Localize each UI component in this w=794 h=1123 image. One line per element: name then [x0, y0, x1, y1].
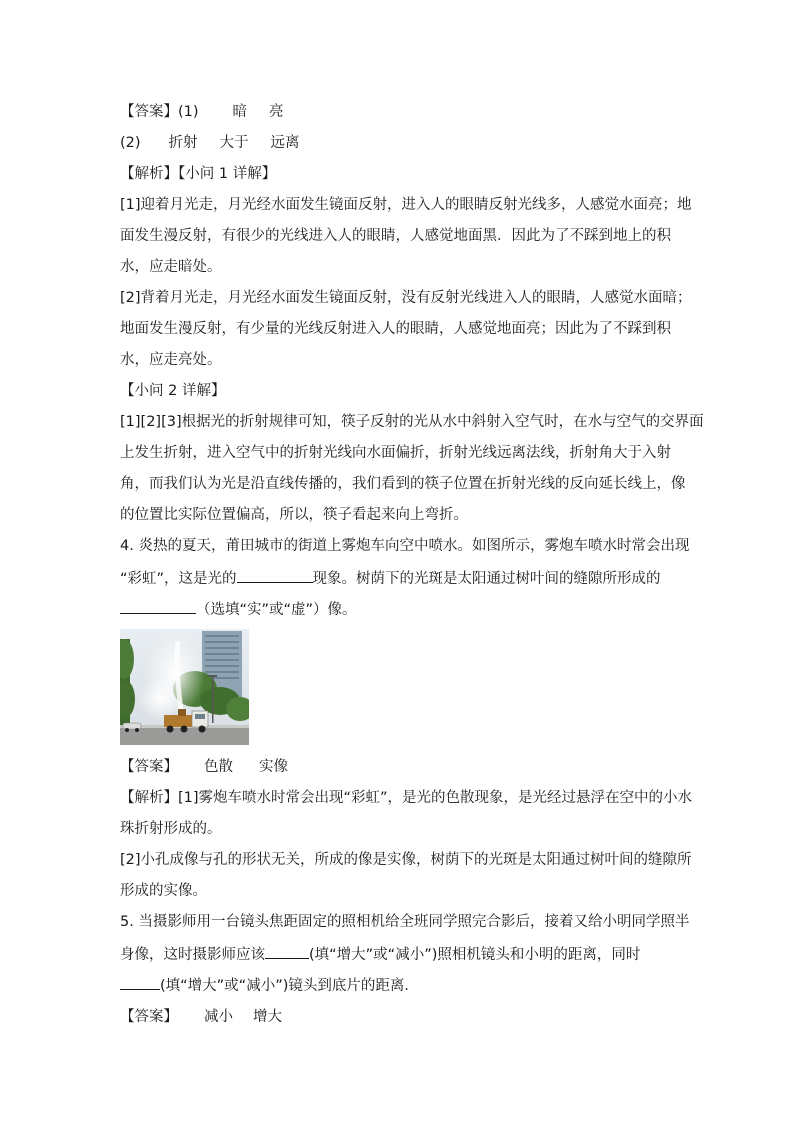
answer-value: 暗: [232, 104, 248, 120]
paragraph-line: [2]背着月光走，月光经水面发生镜面反射，没有反射光线进入人的眼睛，人感觉水面暗；: [120, 290, 692, 306]
answer-index: (2): [120, 135, 141, 151]
question-text: （选填“实”或“虚”）像。: [196, 602, 357, 618]
q5-answer-line: [120, 1007, 680, 1027]
question-text: “彩虹”，这是光的: [120, 571, 237, 587]
paragraph-line: 形成的实像。: [120, 883, 207, 899]
question-5-line-3: [120, 974, 680, 996]
paragraph-line: [1][2][3]根据光的折射规律可知，筷子反射的光从水中斜射入空气时，在水与空气的交界面: [120, 414, 704, 430]
paragraph-line: 地面发生漫反射，有少量的光线反射进入人的眼睛，人感觉地面亮；因此为了不踩到积: [120, 321, 671, 337]
answer-value: 亮: [269, 104, 284, 120]
paragraph-line: 水，应走亮处。: [120, 352, 222, 368]
question-5-line-1: 5. 当摄影师用一台镜头焦距固定的照相机给全班同学照完合影后，接着又给小明同学照半: [120, 914, 690, 930]
q3-answer-line-2: [120, 133, 680, 153]
answer-blank: [120, 598, 196, 614]
paragraph-line: [2]小孔成像与孔的形状无关，所成的像是实像，树荫下的光斑是太阳通过树叶间的缝隙所: [120, 852, 692, 868]
paragraph-line: 上发生折射，进入空气中的折射光线向水面偏折，折射光线远离法线，折射角大于入射: [120, 445, 671, 461]
answer-value: 远离: [270, 135, 300, 151]
q4-answer-line: [120, 757, 680, 777]
answer-value: 大于: [219, 135, 249, 151]
sub-question-header: 【小问 2 详解】: [120, 383, 226, 399]
answer-tag: 【答案】: [120, 1009, 178, 1025]
q3-answer-line-1: [120, 102, 680, 122]
question-text: (填“增大”或“减小”)照相机镜头和小明的距离，同时: [309, 947, 641, 963]
answer-blank: [265, 943, 309, 959]
answer-value: 折射: [168, 135, 198, 151]
question-4-line-2: [120, 567, 680, 589]
answer-value: 减小: [204, 1009, 233, 1025]
paragraph-line: 珠折射形成的。: [120, 821, 222, 837]
question-4-line-3: [120, 598, 680, 620]
question-text: 身像，这时摄影师应该: [120, 947, 265, 963]
mist-cannon-truck-photo: [120, 629, 249, 745]
answer-blank: [120, 974, 160, 990]
question-5-line-2: [120, 943, 680, 965]
question-text: (填“增大”或“减小”)镜头到底片的距离．: [160, 978, 419, 994]
paragraph-line: [1]迎着月光走，月光经水面发生镜面反射，进入人的眼睛反射光线多，人感觉水面亮；地: [120, 197, 692, 213]
answer-tag: 【答案】: [120, 104, 178, 120]
paragraph-line: 【解析】[1]雾炮车喷水时常会出现“彩虹”，是光的色散现象，是光经过悬浮在空中的小水: [120, 790, 693, 806]
paragraph-line: 面发生漫反射，有很少的光线进入人的眼睛，人感觉地面黑．因此为了不踩到地上的积: [120, 228, 671, 244]
answer-value: 实像: [259, 759, 288, 775]
paragraph-line: 角，而我们认为光是沿直线传播的，我们看到的筷子位置在折射光线的反向延长线上，像: [120, 476, 686, 492]
question-4-line-1: 4. 炎热的夏天，莆田城市的街道上雾炮车向空中喷水。如图所示，雾炮车喷水时常会出现: [120, 538, 690, 554]
answer-value: 色散: [204, 759, 233, 775]
answer-blank: [237, 567, 313, 583]
paragraph-line: 的位置比实际位置偏高，所以，筷子看起来向上弯折。: [120, 507, 468, 523]
answer-tag: 【答案】: [120, 759, 178, 775]
paragraph-line: 水，应走暗处。: [120, 259, 222, 275]
analysis-header: 【解析】【小问 1 详解】: [120, 166, 277, 182]
answer-value: 增大: [253, 1009, 282, 1025]
question-text: 现象。树荫下的光斑是太阳通过树叶间的缝隙所形成的: [312, 571, 661, 587]
answer-index: (1): [178, 104, 199, 120]
